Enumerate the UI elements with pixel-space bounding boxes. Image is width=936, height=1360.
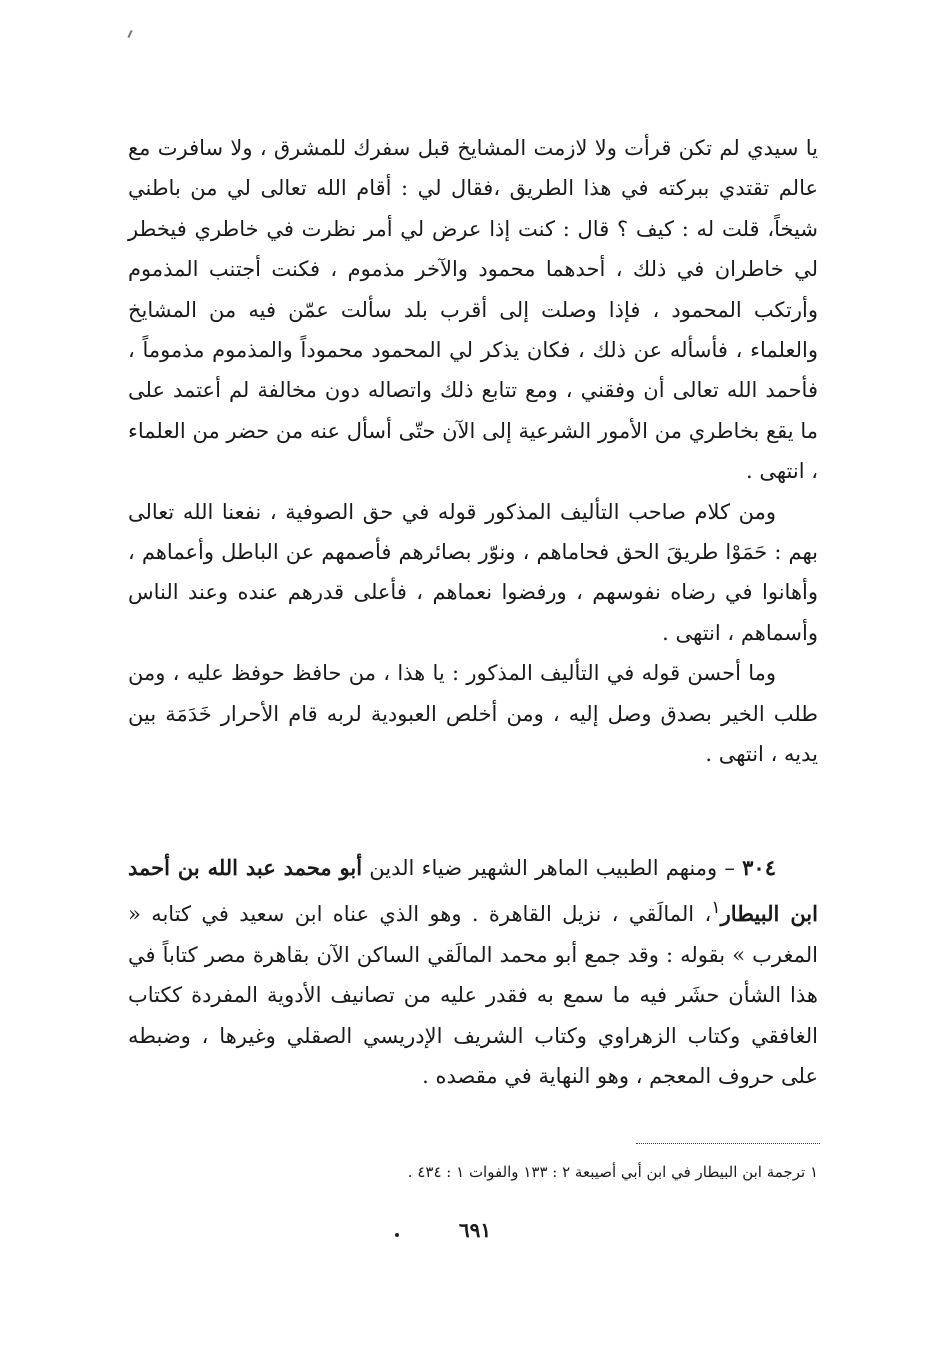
scan-speck bbox=[127, 30, 132, 38]
entry-paragraph bbox=[128, 848, 818, 1096]
paragraph-sufi-quote: ومن كلام صاحب التأليف المذكور قوله في حق الصوفية ، نفعنا الله تعالى بهم : حَمَوْا طريقَ الحق فحاماهم ، ونوّر بصائرهم فأصمهم عن الباطل وأعماهم ، وأهانوا في رضاه نفوسهم ، ورفضوا نعماهم ، فأعلى قدرهم عنده وعند الناس وأسماهم ، انتهى . bbox=[128, 499, 818, 645]
entry-dash: – bbox=[717, 856, 743, 880]
entry-body: ، المالَقي ، نزيل القاهرة . وهو الذي عناه ابن سعيد في كتابه « المغرب » بقوله : وقد جمع أبو محمد المالَقي الساكن الآن بقاهرة مصر كتاباً في هذا الشأن حشَر فيه ما سمع به فقدر عليه من تصانيف الأدوية المفردة ككتاب الغافقي وكتاب الزهراوي وكتاب الشريف الإدريسي الصقلي وغيرها ، وضبطه على حروف المعجم ، وهو النهاية في مقصده . bbox=[128, 902, 818, 1089]
page-number: ٦٩١ bbox=[458, 1218, 492, 1242]
body-text-entry bbox=[128, 848, 818, 1096]
footnote-text: ترجمة ابن البيطار في ابن أبي أصيبعة ٢ : ١٣٣ والفوات ١ : ٤٣٤ . bbox=[407, 1163, 806, 1181]
entry-number: ٣٠٤ bbox=[742, 855, 776, 880]
body-text-top bbox=[128, 128, 818, 775]
paragraph-continuation: يا سيدي لم تكن قرأت ولا لازمت المشايخ قبل سفرك للمشرق ، ولا سافرت مع عالم تقتدي ببركته في هذا الطريق ،فقال لي : أقام الله تعالى لي من باطني شيخاً، قلت له : كيف ؟ قال : كنت إذا عرض لي أمر نظرت في خاطري فيخطر لي خاطران في ذلك ، أحدهما محمود والآخر مذموم ، فكنت أجتنب المذموم وأرتكب المحمود ، فإذا وصلت إلى أقرب بلد سألت عمّن فيه من المشايخ والعلماء ، فأسأله عن ذلك ، فكان يذكر لي المحمود محموداً والمذموم مذموماً ، فأحمد الله تعالى أن وفقني ، ومع تتابع ذلك واتصاله دون مخالفة لم أعتمد على ما يقع بخاطري من الأمور الشرعية إلى الآن حتّى أسأل عنه من حضر من العلماء ، انتهى . bbox=[128, 136, 818, 484]
footnote-separator bbox=[636, 1143, 820, 1144]
footnote bbox=[128, 1160, 818, 1184]
scan-dot bbox=[395, 1233, 399, 1237]
entry-intro: ومنهم الطبيب الماهر الشهير ضياء الدين bbox=[362, 856, 718, 880]
footnote-marker: ١ bbox=[711, 898, 721, 919]
entry-subject-name: أبو محمد عبد الله بن أحمد ابن البيطار bbox=[128, 855, 818, 927]
footnote-number: ١ bbox=[809, 1163, 818, 1181]
paragraph-saying: وما أحسن قوله في التأليف المذكور : يا هذا ، من حافظ حوفظ عليه ، ومن طلب الخير بصدق وصل إليه ، ومن أخلص العبودية لربه قام الأحرار خَدَمَة بين يديه ، انتهى . bbox=[128, 661, 818, 767]
